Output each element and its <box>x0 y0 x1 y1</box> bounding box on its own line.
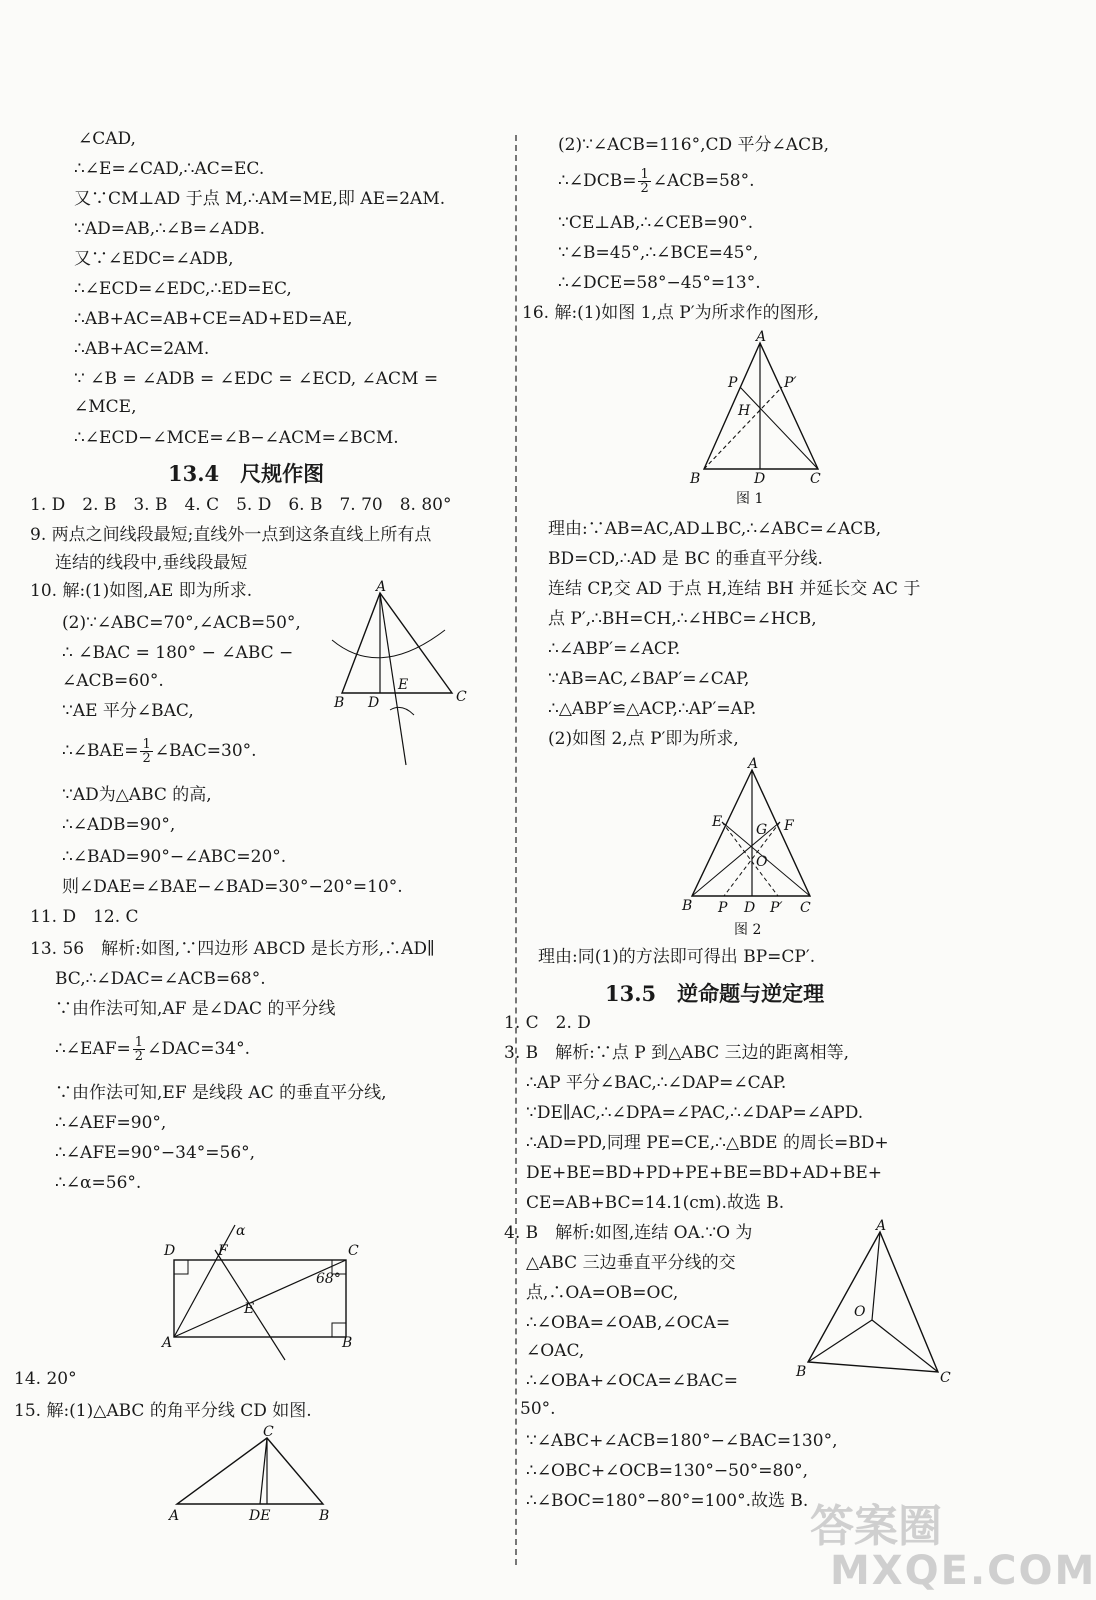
caption-fig1: 图 1 <box>736 491 764 507</box>
left-answers-line: 9. 两点之间线段最短;直线外一点到这条直线上所有点 <box>30 525 432 545</box>
right-line: ∴△ABP′≌△ACP,∴AP′=AP. <box>548 699 757 719</box>
left-answers-line: ∵由作法可知,AF 是∠DAC 的平分线 <box>55 999 336 1019</box>
label-a: A <box>162 1335 173 1351</box>
numerator: 1 <box>142 737 151 752</box>
right-angle-d <box>174 1260 188 1274</box>
left-line: 又∵∠EDC=∠ADB, <box>74 249 234 269</box>
label-g: G <box>756 822 768 838</box>
left-line: ∠MCE, <box>74 397 137 417</box>
right-line: 50°. <box>520 1399 556 1419</box>
denominator: 2 <box>134 1049 144 1064</box>
left-line: ∵ ∠B = ∠ADB = ∠EDC = ∠ECD, ∠ACM = <box>74 369 439 389</box>
left-answers-line: 1. D 2. B 3. B 4. C 5. D 6. B 7. 70 8. 80° <box>30 495 452 515</box>
left-answers-line: ∠ACB=60°. <box>62 671 164 691</box>
left-answers-line: 11. D 12. C <box>30 907 139 927</box>
label-d: D <box>164 1243 176 1259</box>
right-line: 理由:同(1)的方法即可得出 BP=CP′. <box>538 947 816 967</box>
label-a: A <box>748 756 759 772</box>
watermark-site: MXQE.COM <box>830 1548 1096 1594</box>
right-line: ∴AP 平分∠BAC,∴∠DAP=∠CAP. <box>526 1073 787 1093</box>
figure-q10 <box>330 579 480 770</box>
figure-q13 <box>160 1215 370 1365</box>
right-line: 点 P′,∴BH=CH,∴∠HBC=∠HCB, <box>548 609 817 629</box>
numerator: 1 <box>640 167 649 182</box>
figure-16-1 <box>688 329 828 510</box>
left-answers-line: 10. 解:(1)如图,AE 即为所求. <box>30 581 253 601</box>
left-answers-line: ∵AD为△ABC 的高, <box>62 785 212 805</box>
right-line: (2)∵∠ACB=116°,CD 平分∠ACB, <box>558 135 829 155</box>
right-line: ∴∠OBC+∠OCB=130°−50°=80°, <box>526 1461 809 1481</box>
left-answers-line: BC,∴∠DAC=∠ACB=68°. <box>55 969 266 989</box>
left-answers-line: ∴∠ADB=90°, <box>62 815 176 835</box>
left-answers-line: 14. 20° <box>14 1369 77 1389</box>
label-b: B <box>319 1508 330 1524</box>
frac-post: ∠ACB=58°. <box>652 171 755 191</box>
right-line: ∵DE∥AC,∴∠DPA=∠PAC,∴∠DAP=∠APD. <box>526 1103 864 1123</box>
left-answers-line: ∵由作法可知,EF 是线段 AC 的垂直平分线, <box>55 1083 387 1103</box>
label-b: B <box>690 471 701 487</box>
left-answers-line: 13. 56 解析:如图,∵四边形 ABCD 是长方形,∴AD∥ <box>30 939 435 959</box>
label-de: DE <box>249 1508 271 1524</box>
line-cp <box>740 387 818 469</box>
frac-post: ∠BAC=30°. <box>154 741 257 761</box>
label-c: C <box>940 1370 951 1386</box>
label-d: D <box>368 695 380 711</box>
label-c: C <box>263 1424 274 1440</box>
bisector-cd <box>260 1438 267 1504</box>
right-line: ∠OAC, <box>526 1341 585 1361</box>
frac-post: ∠DAC=34°. <box>147 1039 251 1059</box>
fraction <box>133 1036 145 1063</box>
label-c: C <box>456 689 467 705</box>
label-b: B <box>682 898 693 914</box>
label-c: C <box>348 1243 359 1259</box>
left-answers-line: 连结的线段中,垂线段最短 <box>55 553 248 573</box>
right-line: 4. B 解析:如图,连结 OA.∵O 为 <box>504 1223 753 1243</box>
label-68: 68° <box>316 1271 341 1287</box>
line-bae <box>62 738 257 765</box>
section-title-13-4: 13.4 尺规作图 <box>168 461 325 486</box>
arc <box>332 630 445 658</box>
left-line: ∴AB+AC=2AM. <box>74 339 210 359</box>
label-p-prime: P′ <box>770 900 783 916</box>
line-eaf <box>55 1036 250 1063</box>
line-dcb <box>558 168 755 195</box>
label-f: F <box>218 1243 228 1259</box>
fraction <box>638 168 650 195</box>
label-o: O <box>854 1304 866 1320</box>
caption-fig2: 图 2 <box>734 922 762 938</box>
left-answers-line: ∴∠AEF=90°, <box>55 1113 167 1133</box>
right-line: 16. 解:(1)如图 1,点 P′为所求作的图形, <box>522 303 819 323</box>
left-answers-line: (2)∵∠ABC=70°,∠ACB=50°, <box>62 613 301 633</box>
fraction <box>140 738 152 765</box>
right-line: ∵∠ABC+∠ACB=180°−∠BAC=130°, <box>526 1431 838 1451</box>
triangle-abc <box>342 593 452 693</box>
right-line: ∴∠DCE=58°−45°=13°. <box>558 273 761 293</box>
right-line: (2)如图 2,点 P′即为所求, <box>548 729 739 749</box>
label-p: P <box>718 900 728 916</box>
left-line: ∴∠E=∠CAD,∴AC=EC. <box>74 159 265 179</box>
label-b: B <box>334 695 345 711</box>
frac-pre: ∴∠BAE= <box>62 741 139 761</box>
left-line: ∴∠ECD=∠EDC,∴ED=EC, <box>74 279 292 299</box>
right-line: CE=AB+BC=14.1(cm).故选 B. <box>526 1193 785 1213</box>
segment-ob <box>808 1320 872 1362</box>
label-d: D <box>744 900 756 916</box>
numerator: 1 <box>134 1035 144 1050</box>
left-line: ∴∠ECD−∠MCE=∠B−∠ACM=∠BCM. <box>74 428 399 448</box>
label-d: D <box>754 471 766 487</box>
left-line: ∴AB+AC=AB+CE=AD+ED=AE, <box>74 309 353 329</box>
right-line: 3. B 解析:∵点 P 到△ABC 三边的距离相等, <box>504 1043 850 1063</box>
label-e: E <box>244 1301 255 1317</box>
right-line: DE+BE=BD+PD+PE+BE=BD+AD+BE+ <box>526 1163 883 1183</box>
right-line: ∴∠BOC=180°−80°=100°.故选 B. <box>526 1491 809 1511</box>
right-line: △ABC 三边垂直平分线的交 <box>526 1253 736 1273</box>
label-a: A <box>376 579 387 595</box>
line-bp-prime <box>704 387 782 469</box>
right-line: 连结 CP,交 AD 于点 H,连结 BH 并延长交 AC 于 <box>548 579 921 599</box>
label-c: C <box>800 900 811 916</box>
right-line: 1. C 2. D <box>504 1013 591 1033</box>
right-line: ∵CE⊥AB,∴∠CEB=90°. <box>558 213 754 233</box>
left-answers-line: ∵AE 平分∠BAC, <box>62 701 194 721</box>
left-line: ∵AD=AB,∴∠B=∠ADB. <box>74 219 265 239</box>
label-a: A <box>756 329 767 345</box>
left-answers-line: ∴∠α=56°. <box>55 1173 142 1193</box>
frac-pre: ∴∠EAF= <box>55 1039 131 1059</box>
left-answers-line: ∴ ∠BAC = 180° − ∠ABC − <box>62 643 294 663</box>
label-f: F <box>784 818 794 834</box>
left-line: 又∵CM⊥AD 于点 M,∴AM=ME,即 AE=2AM. <box>74 189 446 209</box>
label-e: E <box>712 814 723 830</box>
arc-small <box>390 707 414 715</box>
right-line: ∵∠B=45°,∴∠BCE=45°, <box>558 243 759 263</box>
right-line: ∴∠ABP′=∠ACP. <box>548 639 681 659</box>
right-line: ∴AD=PD,同理 PE=CE,∴△BDE 的周长=BD+ <box>526 1133 889 1153</box>
right-line: ∴∠OBA=∠OAB,∠OCA= <box>526 1313 731 1333</box>
right-line: ∴∠OBA+∠OCA=∠BAC= <box>526 1371 738 1391</box>
label-a: A <box>169 1508 180 1524</box>
label-p-prime: P′ <box>784 375 797 391</box>
right-line: BD=CD,∴AD 是 BC 的垂直平分线. <box>548 549 823 569</box>
left-answers-line: 15. 解:(1)△ABC 的角平分线 CD 如图. <box>14 1401 312 1421</box>
denominator: 2 <box>142 751 151 766</box>
segment-oc <box>872 1320 938 1372</box>
label-o: O <box>756 854 768 870</box>
section-title-13-5: 13.5 逆命题与逆定理 <box>605 981 825 1006</box>
label-b: B <box>342 1335 353 1351</box>
line-ep-prime <box>722 822 778 896</box>
label-c: C <box>810 471 821 487</box>
label-a: A <box>876 1218 887 1234</box>
left-line: ∠CAD, <box>78 129 136 149</box>
label-alpha: α <box>236 1223 246 1239</box>
label-p: P <box>728 375 738 391</box>
frac-pre: ∴∠DCB= <box>558 171 637 191</box>
triangle-abc <box>808 1232 938 1372</box>
bisector-af <box>174 1225 235 1337</box>
right-line: ∵AB=AC,∠BAP′=∠CAP, <box>548 669 750 689</box>
left-answers-line: 则∠DAE=∠BAE−∠BAD=30°−20°=10°. <box>62 877 403 897</box>
watermark-answer: 答案圈 <box>810 1501 942 1552</box>
denominator: 2 <box>640 181 649 196</box>
figure-q15 <box>165 1424 335 1525</box>
right-line: 理由:∵AB=AC,AD⊥BC,∴∠ABC=∠ACB, <box>548 519 882 539</box>
triangle-abc <box>704 343 818 469</box>
right-line: 点,∴OA=OB=OC, <box>526 1283 679 1303</box>
column-divider <box>515 135 517 1565</box>
figure-13-5-q4 <box>790 1218 960 1387</box>
left-answers-line: ∴∠BAD=90°−∠ABC=20°. <box>62 847 287 867</box>
label-h: H <box>738 403 751 419</box>
triangle-abc <box>177 1438 323 1504</box>
left-answers-line: ∴∠AFE=90°−34°=56°, <box>55 1143 256 1163</box>
label-e: E <box>398 677 409 693</box>
figure-16-2 <box>680 756 830 942</box>
label-b: B <box>796 1364 807 1380</box>
